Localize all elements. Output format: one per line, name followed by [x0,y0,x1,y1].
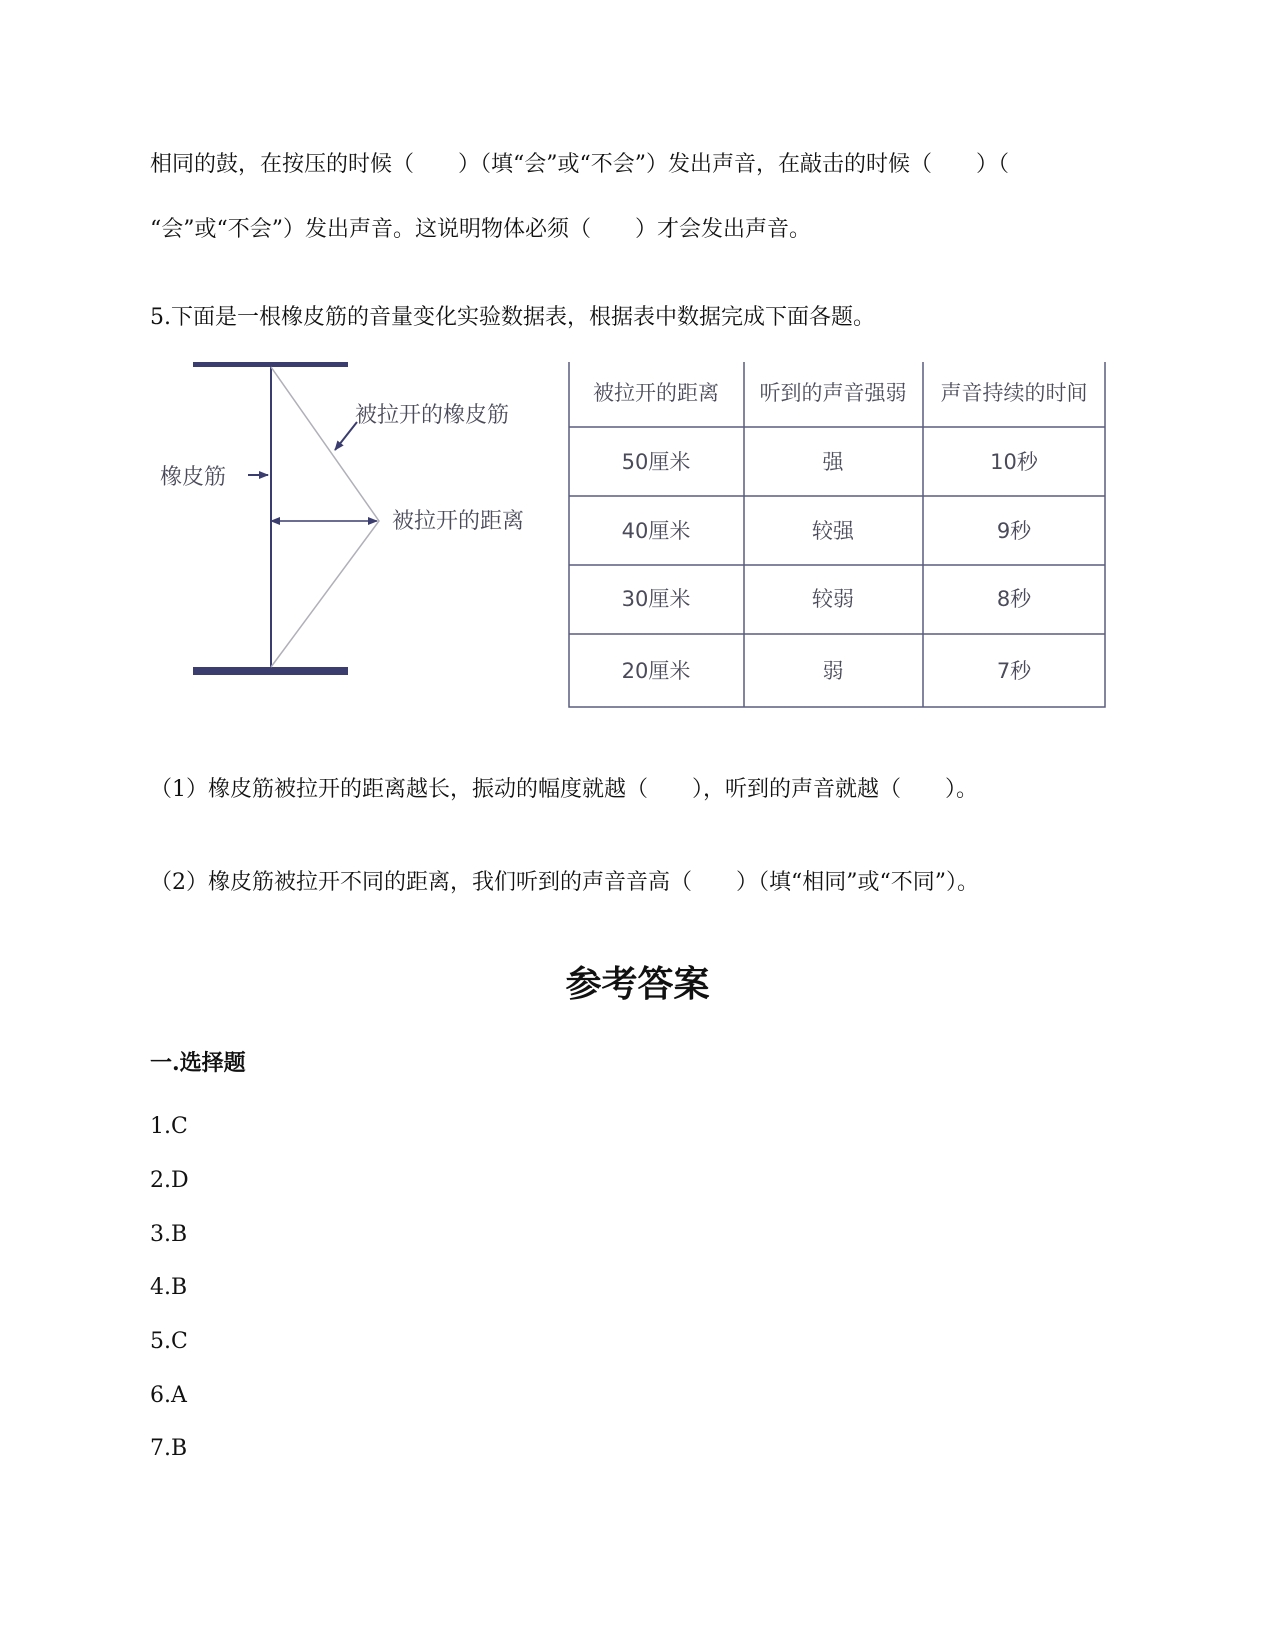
label-rubber-band: 橡皮筋 [160,465,227,490]
table-cell: 50厘米 [621,450,691,474]
answer-title: 参考答案 [565,963,710,1005]
question5-sub1: （1）橡皮筋被拉开的距离越长，振动的幅度就越（ ），听到的声音就越（ ）。 [150,777,978,802]
answer-item: 2.D [150,1168,189,1193]
table-cell: 40厘米 [621,519,691,543]
answer-item: 1.C [150,1114,188,1139]
top-bar [193,362,348,367]
question4-line2: “会”或“不会”）发出声音。这说明物体必须（ ）才会发出声音。 [150,217,811,242]
answer-item: 7.B [150,1436,188,1461]
rubber-band-figure [150,362,1125,722]
table-header: 听到的声音强弱 [759,381,907,405]
table-cell: 8秒 [996,587,1032,611]
stretched-band-pointer-arrow [335,422,357,450]
table-cell: 10秒 [990,450,1038,474]
question5-sub2: （2）橡皮筋被拉开不同的距离，我们听到的声音音高（ ）（填“相同”或“不同”）。 [150,870,979,895]
rubber-band-diagram [160,362,524,675]
answer-item: 5.C [150,1329,188,1354]
table-cell: 20厘米 [621,659,691,683]
answer-item: 4.B [150,1275,188,1300]
table-cell: 30厘米 [621,587,691,611]
question5-intro: 5.下面是一根橡皮筋的音量变化实验数据表，根据表中数据完成下面各题。 [150,305,875,330]
answer-item: 6.A [150,1383,187,1408]
question4-line1: 相同的鼓，在按压的时候（ ）（填“会”或“不会”）发出声音，在敲击的时候（ ）（ [150,152,1009,177]
label-stretched-band: 被拉开的橡皮筋 [355,403,510,428]
bottom-bar [193,667,348,675]
table-cell: 强 [822,450,844,474]
table-cell: 较强 [812,519,854,543]
data-table [569,362,1105,707]
table-cell: 9秒 [996,519,1032,543]
answer-item: 3.B [150,1222,188,1247]
table-cell: 弱 [822,659,844,683]
table-header: 被拉开的距离 [593,381,719,405]
rubber-band-diagram-and-table [150,362,1125,722]
table-cell: 7秒 [996,659,1032,683]
section-title: 一.选择题 [150,1050,246,1076]
table-cell: 较弱 [812,587,854,611]
table-header: 声音持续的时间 [940,381,1088,405]
label-distance: 被拉开的距离 [392,509,525,534]
